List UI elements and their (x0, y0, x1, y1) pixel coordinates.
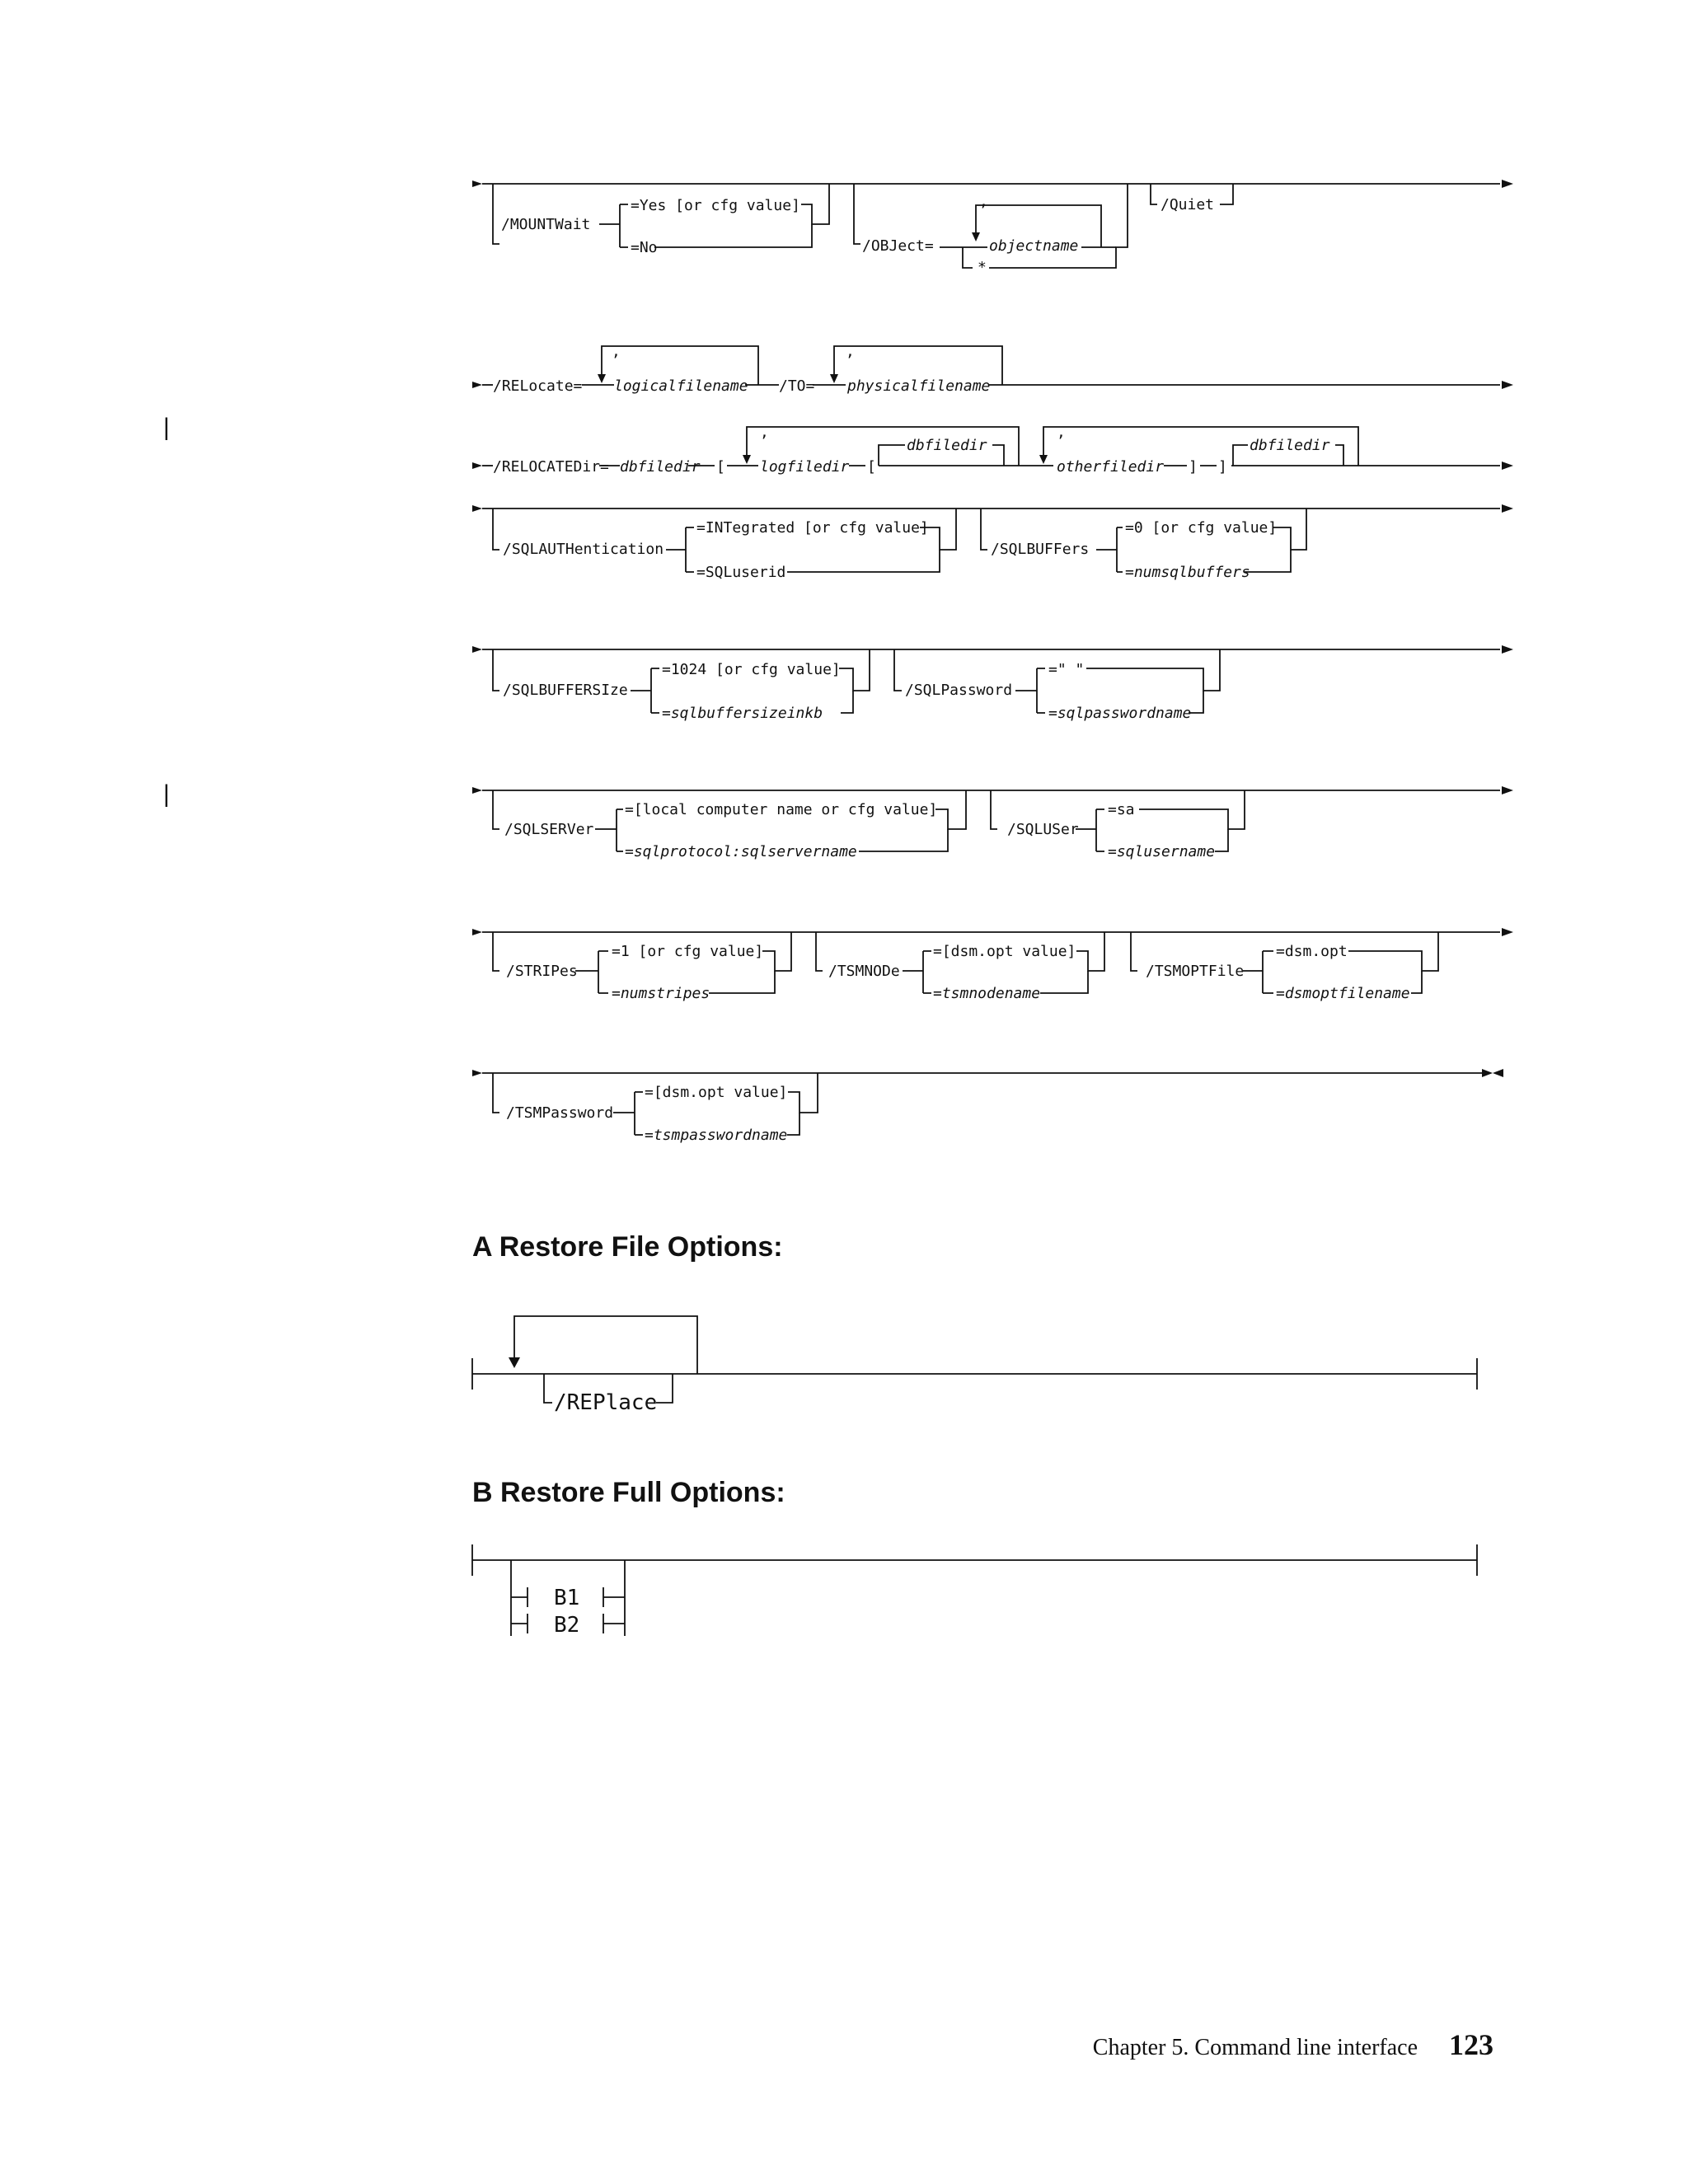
row-continue-marker (472, 382, 482, 388)
param-logfiledir: logfiledir (760, 458, 850, 476)
change-bar: | (163, 780, 170, 808)
value-blank-password: =" " (1048, 661, 1085, 678)
option-b1: B1 (554, 1586, 580, 1610)
repeat-separator: , (612, 343, 621, 360)
repeat-arrow (743, 455, 751, 464)
value-yes: =Yes [or cfg value] (631, 197, 800, 214)
value-no: =No (631, 239, 658, 256)
option-tsmnode: /TSMNODe (828, 963, 900, 980)
bracket-open: [ (867, 458, 876, 476)
repeat-arrow (509, 1357, 520, 1368)
value-sqluserid: =SQLuserid (696, 564, 786, 581)
option-sqluser: /SQLUSer (1007, 821, 1079, 838)
option-object: /OBJect= (862, 237, 934, 255)
param-numsqlbuffers: =numsqlbuffers (1125, 564, 1250, 581)
syntax-row-mountwait (472, 180, 1513, 276)
param-tsmpasswordname: =tsmpasswordname (645, 1127, 788, 1144)
syntax-row-stripes (472, 928, 1513, 1002)
repeat-arrow (1039, 455, 1048, 464)
value-local-computer: =[local computer name or cfg value] (625, 801, 938, 818)
row-continue-arrow (1502, 928, 1513, 936)
value-integrated: =INTegrated [or cfg value] (696, 519, 929, 537)
option-relocatedir: /RELOCATEDir= (493, 458, 609, 476)
row-end-arrow (1493, 1069, 1503, 1077)
option-sqlpassword: /SQLPassword (905, 682, 1013, 699)
syntax-row-relocatedir (472, 424, 1513, 476)
syntax-row-sqlbuffersize (472, 645, 1513, 722)
value-asterisk: * (978, 259, 987, 276)
restore-file-options-diagram (472, 1316, 1477, 1415)
value-dsm-opt-node: =[dsm.opt value] (933, 943, 1076, 960)
section-b-heading: B Restore Full Options: (472, 1477, 785, 1508)
param-physicalfilename: physicalfilename (847, 377, 991, 395)
row-continue-arrow (1502, 645, 1513, 654)
row-end-arrow (1482, 1069, 1493, 1077)
bracket-open: [ (716, 458, 725, 476)
param-sqlpasswordname: =sqlpasswordname (1048, 705, 1192, 722)
row-start-marker (472, 1070, 482, 1076)
param-numstripes: =numstripes (612, 985, 710, 1002)
option-mountwait: /MOUNTWait (501, 216, 591, 233)
option-replace: /REPlace (554, 1390, 658, 1415)
param-logicalfilename: logicalfilename (614, 377, 748, 395)
option-b2: B2 (554, 1613, 580, 1638)
param-sqlbuffersizeinkb: =sqlbuffersizeinkb (662, 705, 823, 722)
value-dsm-opt-password: =[dsm.opt value] (645, 1084, 788, 1101)
value-1024: =1024 [or cfg value] (662, 661, 841, 678)
bracket-close: ] (1218, 458, 1227, 476)
row-continue-marker (472, 462, 482, 469)
repeat-separator: , (979, 193, 988, 210)
row-continue-arrow (1502, 381, 1513, 389)
row-start-marker (472, 505, 482, 512)
row-continue-arrow (1502, 504, 1513, 513)
repeat-separator: , (846, 343, 855, 360)
param-dbfiledir: dbfiledir (907, 437, 987, 454)
value-one: =1 [or cfg value] (612, 943, 764, 960)
option-sqlbuffers: /SQLBUFFers (991, 541, 1090, 558)
footer-chapter-title: Chapter 5. Command line interface (1092, 2035, 1418, 2060)
section-a-heading: A Restore File Options: (472, 1231, 783, 1263)
repeat-arrow (598, 374, 606, 383)
repeat-separator: , (1057, 424, 1066, 441)
option-sqlbuffersize: /SQLBUFFERSIze (503, 682, 628, 699)
syntax-row-relocate (472, 343, 1513, 395)
row-continue-arrow (1502, 462, 1513, 470)
option-tsmoptfile: /TSMOPTFile (1146, 963, 1245, 980)
row-start-marker (472, 646, 482, 653)
option-quiet: /Quiet (1160, 196, 1215, 213)
value-sa: =sa (1108, 801, 1135, 818)
page-number: 123 (1449, 2028, 1493, 2061)
repeat-arrow (830, 374, 838, 383)
option-sqlserver: /SQLSERVer (504, 821, 594, 838)
syntax-row-sqlserver (472, 786, 1513, 860)
param-otherfiledir: otherfiledir (1057, 458, 1165, 476)
param-sqlservername: =sqlprotocol:sqlservername (625, 843, 857, 860)
syntax-row-tsmpassword (472, 1069, 1503, 1144)
param-objectname: objectname (989, 237, 1079, 255)
param-dbfiledir: dbfiledir (620, 458, 701, 476)
row-start-marker (472, 929, 482, 935)
option-stripes: /STRIPes (506, 963, 578, 980)
value-dsm-opt: =dsm.opt (1276, 943, 1348, 960)
option-relocate: /RELocate= (493, 377, 583, 395)
bracket-close: ] (1189, 458, 1198, 476)
param-dsmoptfilename: =dsmoptfilename (1276, 985, 1410, 1002)
syntax-row-sqlauthentication (472, 504, 1513, 581)
option-to: /TO= (779, 377, 815, 395)
option-sqlauthentication: /SQLAUTHentication (503, 541, 664, 558)
param-tsmnodename: =tsmnodename (933, 985, 1041, 1002)
param-sqlusername: =sqlusername (1108, 843, 1216, 860)
option-tsmpassword: /TSMPassword (506, 1104, 614, 1122)
row-continue-arrow (1502, 786, 1513, 794)
param-dbfiledir: dbfiledir (1250, 437, 1330, 454)
repeat-separator: , (760, 424, 769, 441)
repeat-arrow (972, 232, 980, 241)
row-continue-arrow (1502, 180, 1513, 188)
restore-full-options-diagram (472, 1544, 1477, 1638)
row-start-marker (472, 180, 482, 187)
change-bar: | (163, 414, 170, 441)
row-start-marker (472, 787, 482, 794)
value-zero: =0 [or cfg value] (1125, 519, 1278, 537)
